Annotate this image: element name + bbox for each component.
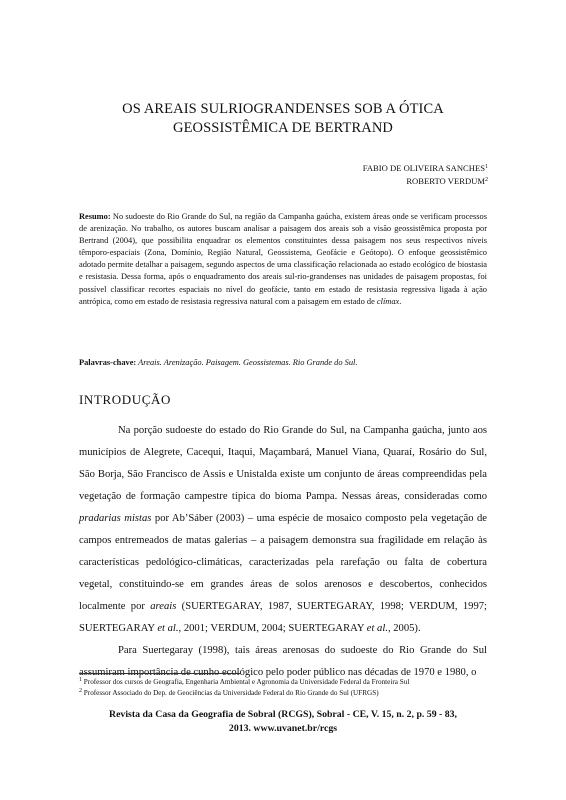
p1-italic-2: areais [150,601,177,612]
paragraph-2: Para Suertegaray (1998), tais áreas arenosas do sudoeste do Rio Grande do Sul assumiram importância de cunho ecológico pelo poder público nas décadas de 1970 e 1980, o [79,645,487,678]
author-2-name: ROBERTO VERDUM [406,175,485,186]
author-1-name: FABIO DE OLIVEIRA SANCHES [362,163,485,173]
abstract-italic-term: clímax [376,296,400,306]
section-heading: INTRODUÇÃO [79,392,171,407]
footnote-1-mark: 1 [79,677,82,683]
footnote-2-text: Professor Associado do Dep. de Geociências da Universidade Federal do Rio Grande do Sul (UFRGS) [82,689,379,697]
body-text [79,420,487,684]
abstract-label: Resumo: [79,212,111,221]
journal-footer [60,708,506,736]
footer-line-1: Revista da Casa da Geografia de Sobral (RCGS), Sobral - CE, V. 15, n. 2, p. 59 - 83, [109,709,457,720]
author-2 [363,175,488,188]
p1-text-2: por Ab’Sáber (2003) – uma espécie de mosaico composto pela vegetação de campos entremeados de matas galerias – a paisagem demonstra sua fragilidade em relação às características pedológico-climáticas, caracterizadas pela rarefação ou falta de cobertura vegetal, constituindo-se em grandes áreas de solos arenosos e descobertos, conhecidos localmente por [79,513,487,612]
p1-text-5: , 2005). [387,623,421,634]
abstract [79,211,487,308]
p1-italic-1: pradarias mistas [79,513,152,524]
author-list [363,162,488,187]
footnote-rule [79,673,241,674]
footnote-1 [79,677,499,688]
author-1 [363,162,488,175]
author-1-mark: 1 [485,164,488,170]
paper-title-line-1: OS AREAIS SULRIOGRANDENSES SOB A ÓTICA [122,101,444,117]
p1-italic-3: et al. [157,623,179,634]
paper-title [0,100,566,138]
paper-title-line-2: GEOSSISTÊMICA DE BERTRAND [173,120,393,136]
p1-text-4: , 2001; VERDUM, 2004; SUERTEGARAY [178,623,367,634]
keywords [79,357,487,369]
footnotes [79,677,499,699]
author-2-mark: 2 [485,176,488,183]
abstract-text: No sudoeste do Rio Grande do Sul, na região da Campanha gaúcha, existem áreas onde se verificam processos de arenização. No trabalho, os autores buscam analisar a paisagem dos areais sob a visão geossistêmica proposta por Bertrand (2004), que possibilita enquadrar os elementos constituintes dessa paisagem nos seus respectivos níveis têmporo-espaciais (Zona, Domínio, Região Natural, Geossistema, Geofácie e Geótopo). O enfoque geossistêmico adotado permite detalhar a paisagem, segundo aspectos de uma classificação relacionada ao estado ecológico de biostasia e resistasia. Dessa forma, após o enquadramento dos areais sul-rio-grandenses nas unidades de paisagem propostas, foi possível classificar recortes espaciais no nível do geofácie, tanto em estado de resistasia regressiva ligada à ação antrópica, como em estado de resistasia regressiva natural com a paisagem em estado de [79,212,487,306]
footnote-2 [79,688,499,699]
footnote-2-mark: 2 [79,688,82,694]
p1-italic-4: et al. [366,623,388,634]
paragraph-1 [79,420,487,640]
keywords-text: Areais. Arenização. Paisagem. Geossistemas. Rio Grande do Sul. [136,358,358,367]
p1-text-3: (SUERTEGARAY, 1987, SUERTEGARAY, 1998; VERDUM, 1997; SUERTEGARAY [79,601,488,634]
keywords-label: Palavras-chave: [79,358,137,367]
footer-line-2: 2013. www.uvanet.br/rcgs [228,723,338,734]
footnote-1-text: Professor dos cursos de Geografia, Engenharia Ambiental e Agronomia da Universidade Federal da Fronteira Sul [82,678,410,686]
abstract-end: . [399,296,402,306]
p1-text-1: Na porção sudoeste do estado do Rio Grande do Sul, na Campanha gaúcha, junto aos municípios de Alegrete, Cacequi, Itaqui, Maçambará, Manuel Viana, Quaraí, Rosário do Sul, São Borja, São Francisco de Assis e Unistalda existe um conjunto de áreas compreendidas pela vegetação de formação campestre típica do bioma Pampa. Nessas áreas, consideradas como [79,425,487,502]
